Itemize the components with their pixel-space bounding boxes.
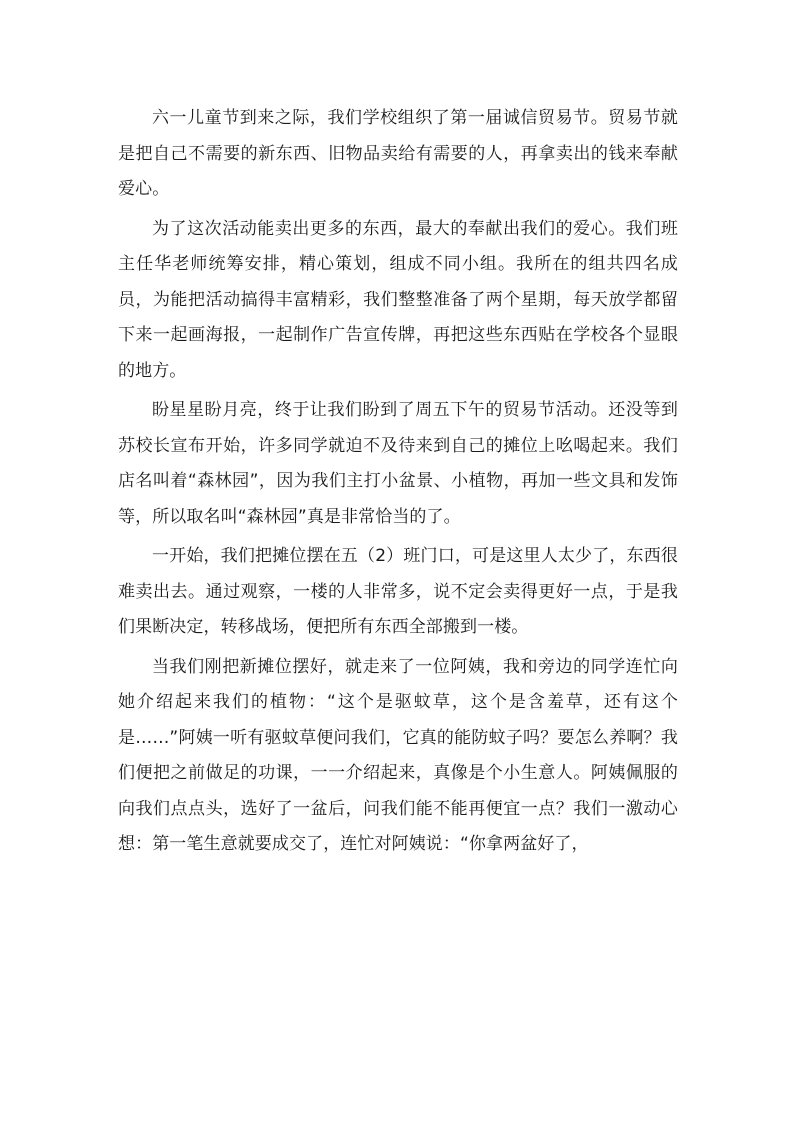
paragraph-1: 六一儿童节到来之际，我们学校组织了第一届诚信贸易节。贸易节就是把自己不需要的新东西、旧物品卖给有需要的人，再拿卖出的钱来奉献爱心。 (118, 108, 678, 199)
paragraph-3: 盼星星盼月亮，终于让我们盼到了周五下午的贸易节活动。还没等到苏校长宣布开始，许多同学就迫不及待来到自己的摊位上吆喝起来。我们店名叫着“森林园”，因为我们主打小盆景、小植物，再加一些文具和发饰等，所以取名叫“森林园”真是非常恰当的了。 (118, 400, 678, 527)
document-body (118, 101, 678, 863)
paragraph-2: 为了这次活动能卖出更多的东西，最大的奉献出我们的爱心。我们班主任华老师统筹安排，精心策划，组成不同小组。我所在的组共四名成员，为能把活动搞得丰富精彩，我们整整准备了两个星期，每天放学都留下来一起画海报，一起制作广告宣传牌，再把这些东西贴在学校各个显眼的地方。 (118, 218, 678, 381)
paragraph-4: 一开始，我们把摊位摆在五（2）班门口，可是这里人太少了，东西很难卖出去。通过观察，一楼的人非常多，说不定会卖得更好一点，于是我们果断决定，转移战场，便把所有东西全部搬到一楼。 (118, 546, 678, 637)
paragraph-5: 当我们刚把新摊位摆好，就走来了一位阿姨，我和旁边的同学连忙向她介绍起来我们的植物：“这个是驱蚊草，这个是含羞草，还有这个是……”阿姨一听有驱蚊草便问我们，它真的能防蚊子吗？要怎么养啊？我们便把之前做足的功课，一一介绍起来，真像是个小生意人。阿姨佩服的向我们点点头，选好了一盆后，问我们能不能再便宜一点？我们一激动心想：第一笔生意就要成交了，连忙对阿姨说：“你拿两盆好了， (118, 656, 678, 854)
